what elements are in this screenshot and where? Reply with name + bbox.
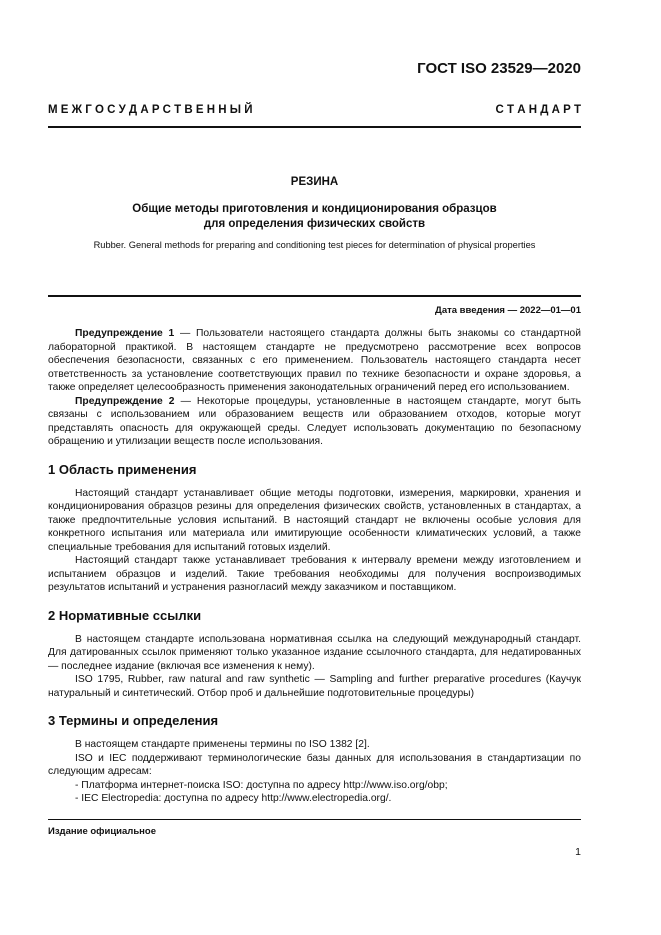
official-edition-label: Издание официальное xyxy=(48,826,156,837)
paragraph: Настоящий стандарт устанавливает общие методы подготовки, измерения, маркировки, хранения и кондиционирования образцов резины для определения физических свойств, установленных в стандартах, а также предпочтительные условия испытаний. В настоящий стандарт не включены особые условия для конкретного испытания или материала или имитирующие особенности климатических условий, а также специальные требования для испытаний готовых изделий. xyxy=(48,487,581,553)
list-item: - Платформа интернет-поиска ISO: доступна по адресу http://www.iso.org/obp; xyxy=(75,779,448,791)
paragraph: Настоящий стандарт также устанавливает требования к интервалу времени между изготовлением и испытанием образцов и изделий. Такие требования необходимы для получения воспроизводимых результатов испытаний и устранения разногласий между заказчиком и поставщиком. xyxy=(48,555,581,593)
page-number: 1 xyxy=(575,846,581,858)
paragraph-text: ISO и IEC поддерживают терминологические базы данных для использования в стандартизации по следующим адресам: xyxy=(48,752,581,777)
interstate-standard-banner xyxy=(48,102,581,118)
top-divider xyxy=(48,126,581,128)
section-heading: 1 Область применения xyxy=(48,461,197,477)
warning-text: — Пользователи настоящего стандарта должны быть знакомы со стандартной лабораторной практикой. В настоящем стандарте не предусмотрено рассмотрение всех вопросов обеспечения безопасности, связанных с его применением. Пользователь настоящего стандарта несет ответственность за установление соответствующих правил по технике безопасности и охране здоровья, а также определяет целесообразность применения законодательных ограничений перед его использованием. xyxy=(48,328,581,393)
warning-paragraph xyxy=(48,327,581,395)
paragraph: ISO 1795, Rubber, raw natural and raw synthetic — Sampling and further preparative procedures (Каучук натуральный и синтетический. Отбор проб и дальнейшие подготовительные процедуры) xyxy=(48,674,581,699)
paragraph: В настоящем стандарте применены термины по ISO 1382 [2]. xyxy=(75,739,370,750)
list-item: - IEC Electropedia: доступна по адресу http://www.electropedia.org/. xyxy=(75,793,392,804)
standard-word: С Т А Н Д А Р Т xyxy=(495,104,581,116)
warning-paragraph xyxy=(48,395,581,449)
warning-label: Предупреждение 2 xyxy=(75,395,175,407)
section-heading: 2 Нормативные ссылки xyxy=(48,607,202,623)
subtitle-line: для определения физических свойств xyxy=(203,218,426,230)
standard-code: ГОСТ ISO 23529—2020 xyxy=(417,60,581,77)
document-body xyxy=(48,327,581,806)
paragraph xyxy=(48,752,581,779)
middle-divider xyxy=(48,295,581,297)
english-title: Rubber. General methods for preparing and conditioning test pieces for determination of physical properties xyxy=(93,240,536,250)
interstate-word: М Е Ж Г О С У Д А Р С Т В Е Н Н Ы Й xyxy=(48,104,253,116)
section-heading: 3 Термины и определения xyxy=(48,713,219,728)
introduction-date: Дата введения — 2022—01—01 xyxy=(435,305,581,316)
document-title: РЕЗИНА xyxy=(290,176,339,188)
warning-text: — Некоторые процедуры, установленные в настоящем стандарте, могут быть связаны с использованием или образованием веществ или образованием отходов, которые могут представлять опасность для окружающей среды. Следует использовать документацию по безопасному обращению и утилизации веществ после использования. xyxy=(48,395,581,447)
footer-divider xyxy=(48,819,581,820)
document-subtitle xyxy=(60,202,569,232)
subtitle-line: Общие методы приготовления и кондиционирования образцов xyxy=(132,203,497,215)
warning-label: Предупреждение 1 xyxy=(75,328,175,339)
paragraph: В настоящем стандарте использована нормативная ссылка на следующий международный стандарт. Для датированных ссылок применяют только указанное издание ссылочного стандарта, для недатированных — последнее издание (включая все изменения к нему). xyxy=(48,633,581,672)
